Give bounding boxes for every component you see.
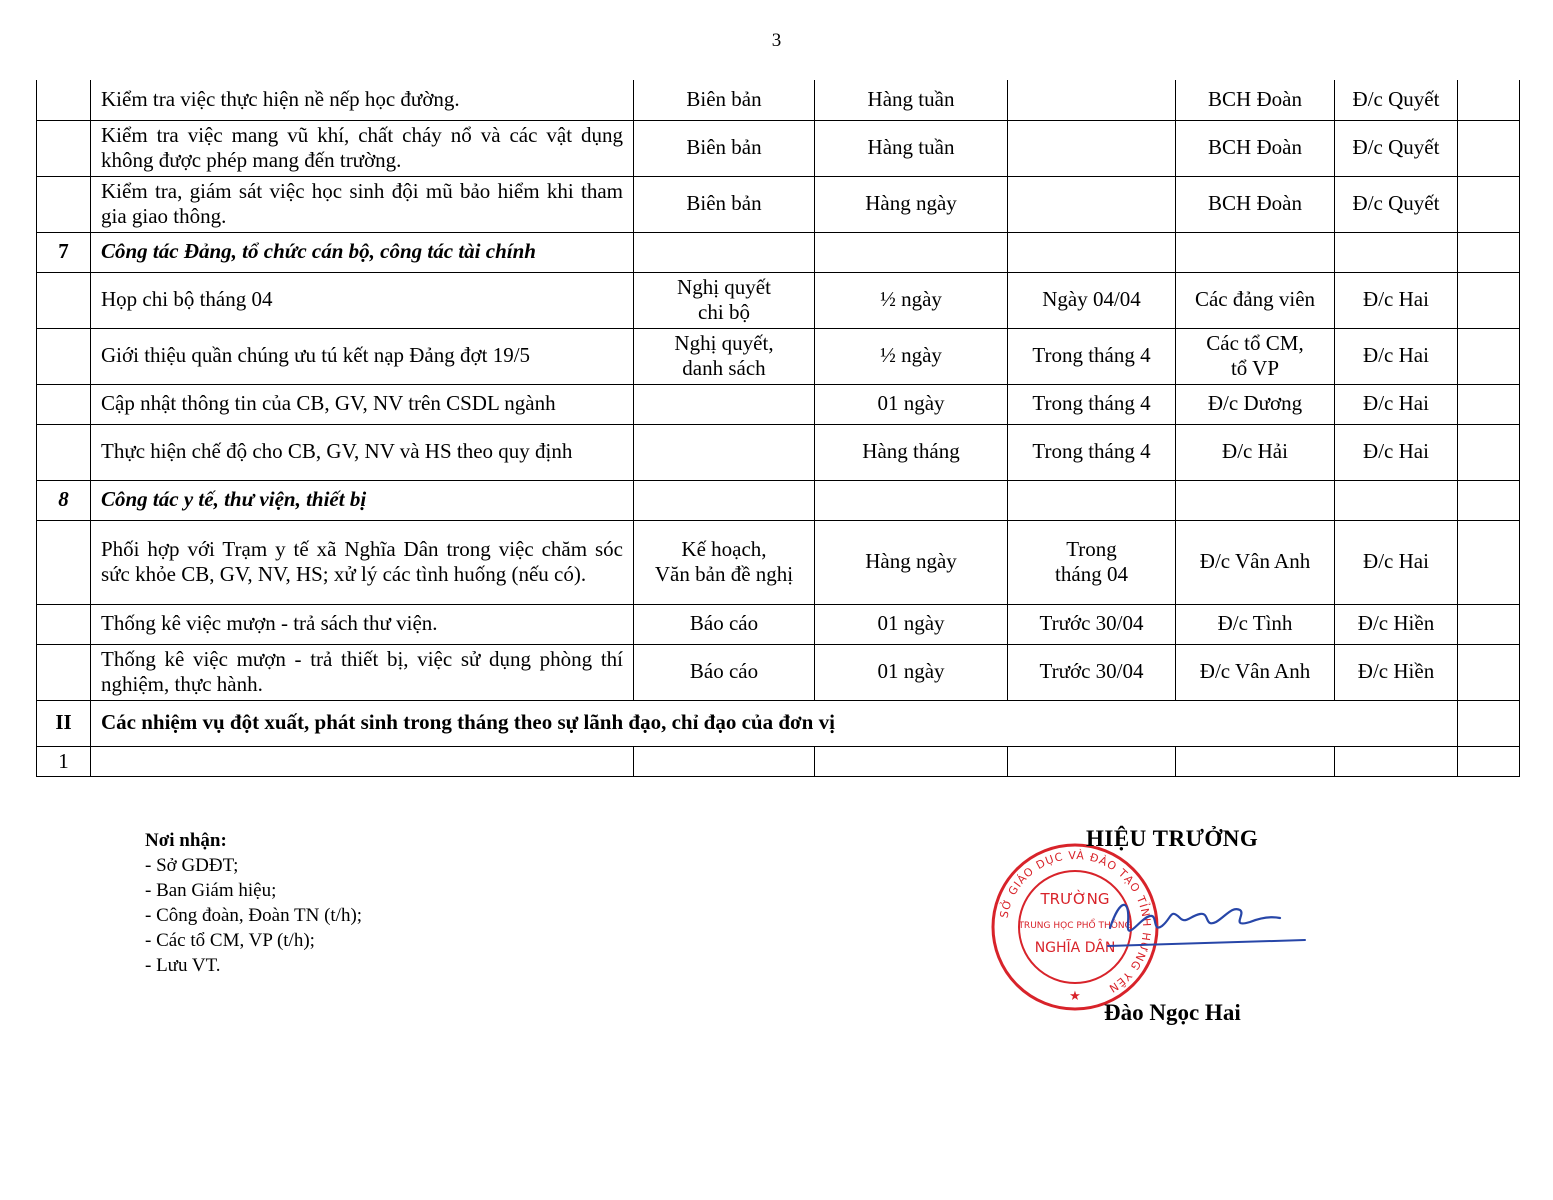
table-row [37,746,1520,776]
cell-stt [37,328,91,384]
cell-product [634,480,815,520]
cell-stt [37,604,91,644]
cell-executor: Đ/c Tình [1176,604,1335,644]
cell-note [1458,700,1520,746]
cell-task: Công tác y tế, thư viện, thiết bị [91,480,634,520]
cell-task: Kiểm tra, giám sát việc học sinh đội mũ bảo hiểm khi tham gia giao thông. [91,176,634,232]
cell-product [634,424,815,480]
table-row [37,232,1520,272]
cell-stt [37,644,91,700]
cell-stt: 8 [37,480,91,520]
cell-product: Biên bản [634,176,815,232]
cell-stt [37,272,91,328]
cell-deadline [1008,746,1176,776]
svg-text:SỞ GIÁO DỤC VÀ ĐÀO TẠO TỈNH HƯ: SỞ GIÁO DỤC VÀ ĐÀO TẠO TỈNH HƯNG YÊN [997,848,1154,996]
cell-deadline: Trước 30/04 [1008,644,1176,700]
svg-text:TRUNG HỌC PHỔ THÔNG: TRUNG HỌC PHỔ THÔNG [1018,921,1132,931]
cell-product [634,232,815,272]
cell-product [634,746,815,776]
cell-duration [815,232,1008,272]
table-row [37,480,1520,520]
cell-product: Báo cáo [634,644,815,700]
cell-deadline [1008,176,1176,232]
cell-task: Thống kê việc mượn - trả sách thư viện. [91,604,634,644]
cell-stt: 7 [37,232,91,272]
cell-stt [37,424,91,480]
svg-text:★: ★ [1069,989,1081,1004]
cell-note [1458,80,1520,120]
cell-deadline: Trong tháng 4 [1008,384,1176,424]
recipients-title: Nơi nhận: [145,830,227,851]
table-row [37,520,1520,604]
svg-text:NGHĨA DÂN: NGHĨA DÂN [1034,940,1116,956]
cell-duration [815,480,1008,520]
cell-lead: Đ/c Hiền [1335,644,1458,700]
cell-lead: Đ/c Hai [1335,272,1458,328]
cell-note [1458,424,1520,480]
cell-note [1458,746,1520,776]
cell-executor: Đ/c Dương [1176,384,1335,424]
recipient-item: - Các tổ CM, VP (t/h); [145,930,315,951]
cell-executor: BCH Đoàn [1176,120,1335,176]
cell-executor [1176,480,1335,520]
cell-stt [37,80,91,120]
cell-lead: Đ/c Quyết [1335,120,1458,176]
cell-task: Kiểm tra việc mang vũ khí, chất cháy nổ và các vật dụng không được phép mang đến trường. [91,120,634,176]
cell-duration: Hàng tuần [815,80,1008,120]
cell-note [1458,644,1520,700]
cell-deadline [1008,480,1176,520]
handwritten-signature [1100,888,1310,958]
cell-task: Giới thiệu quần chúng ưu tú kết nạp Đảng đợt 19/5 [91,328,634,384]
svg-text:TRƯỜNG: TRƯỜNG [1040,890,1110,908]
cell-lead: Đ/c Quyết [1335,80,1458,120]
cell-note [1458,384,1520,424]
recipient-item: - Công đoàn, Đoàn TN (t/h); [145,905,363,926]
recipients-block [145,828,362,978]
cell-task: Thống kê việc mượn - trả thiết bị, việc sử dụng phòng thí nghiệm, thực hành. [91,644,634,700]
cell-lead [1335,232,1458,272]
cell-task: Họp chi bộ tháng 04 [91,272,634,328]
cell-stt: II [37,700,91,746]
cell-deadline: Trong tháng 4 [1008,328,1176,384]
table-row [37,604,1520,644]
cell-task [91,746,634,776]
cell-duration [815,746,1008,776]
table-row [37,328,1520,384]
cell-task: Kiểm tra việc thực hiện nề nếp học đường. [91,80,634,120]
cell-executor: Các tổ CM, tổ VP [1176,328,1335,384]
cell-note [1458,328,1520,384]
cell-deadline [1008,232,1176,272]
cell-note [1458,120,1520,176]
cell-stt [37,120,91,176]
cell-note [1458,604,1520,644]
cell-executor [1176,232,1335,272]
cell-deadline: Ngày 04/04 [1008,272,1176,328]
table-row [37,424,1520,480]
table-row [37,80,1520,120]
cell-note [1458,232,1520,272]
cell-lead: Đ/c Hai [1335,520,1458,604]
table-row [37,700,1520,746]
plan-table-body [37,80,1520,776]
signer-name: Đào Ngọc Hai [1104,1000,1241,1025]
recipient-item: - Ban Giám hiệu; [145,880,277,901]
cell-product: Biên bản [634,80,815,120]
cell-product: Biên bản [634,120,815,176]
cell-executor: Đ/c Hải [1176,424,1335,480]
cell-lead: Đ/c Hiền [1335,604,1458,644]
table-row [37,120,1520,176]
signature-title: HIỆU TRƯỞNG [1086,826,1259,851]
cell-duration: Hàng tháng [815,424,1008,480]
cell-lead: Đ/c Hai [1335,384,1458,424]
cell-duration: Hàng ngày [815,520,1008,604]
cell-stt [37,176,91,232]
cell-deadline: Trước 30/04 [1008,604,1176,644]
table-row [37,272,1520,328]
cell-task: Các nhiệm vụ đột xuất, phát sinh trong tháng theo sự lãnh đạo, chỉ đạo của đơn vị [91,700,1458,746]
cell-task: Cập nhật thông tin của CB, GV, NV trên CSDL ngành [91,384,634,424]
cell-executor [1176,746,1335,776]
cell-task: Thực hiện chế độ cho CB, GV, NV và HS theo quy định [91,424,634,480]
cell-executor: Các đảng viên [1176,272,1335,328]
cell-duration: 01 ngày [815,644,1008,700]
cell-lead [1335,480,1458,520]
cell-executor: Đ/c Vân Anh [1176,644,1335,700]
cell-lead [1335,746,1458,776]
cell-executor: BCH Đoàn [1176,176,1335,232]
cell-product [634,384,815,424]
cell-note [1458,480,1520,520]
cell-deadline: Trong tháng 04 [1008,520,1176,604]
cell-stt [37,384,91,424]
cell-task: Công tác Đảng, tổ chức cán bộ, công tác tài chính [91,232,634,272]
cell-task: Phối hợp với Trạm y tế xã Nghĩa Dân trong việc chăm sóc sức khỏe CB, GV, NV, HS; xử lý các tình huống (nếu có). [91,520,634,604]
table-row [37,384,1520,424]
cell-product: Nghị quyết, danh sách [634,328,815,384]
cell-stt: 1 [37,746,91,776]
table-row [37,644,1520,700]
cell-duration: Hàng ngày [815,176,1008,232]
cell-deadline [1008,120,1176,176]
page-number: 3 [771,30,782,51]
cell-lead: Đ/c Quyết [1335,176,1458,232]
cell-lead: Đ/c Hai [1335,424,1458,480]
cell-duration: 01 ngày [815,604,1008,644]
cell-note [1458,176,1520,232]
cell-stt [37,520,91,604]
cell-product: Nghị quyết chi bộ [634,272,815,328]
table-row [37,176,1520,232]
recipient-item: - Lưu VT. [145,955,221,976]
cell-note [1458,520,1520,604]
plan-table [36,80,1520,777]
cell-deadline [1008,80,1176,120]
cell-duration: 01 ngày [815,384,1008,424]
cell-duration: ½ ngày [815,272,1008,328]
cell-deadline: Trong tháng 4 [1008,424,1176,480]
cell-executor: BCH Đoàn [1176,80,1335,120]
cell-executor: Đ/c Vân Anh [1176,520,1335,604]
cell-duration: ½ ngày [815,328,1008,384]
cell-product: Kế hoạch, Văn bản đề nghị [634,520,815,604]
recipient-item: - Sở GDĐT; [145,855,239,876]
cell-lead: Đ/c Hai [1335,328,1458,384]
cell-duration: Hàng tuần [815,120,1008,176]
cell-note [1458,272,1520,328]
cell-product: Báo cáo [634,604,815,644]
